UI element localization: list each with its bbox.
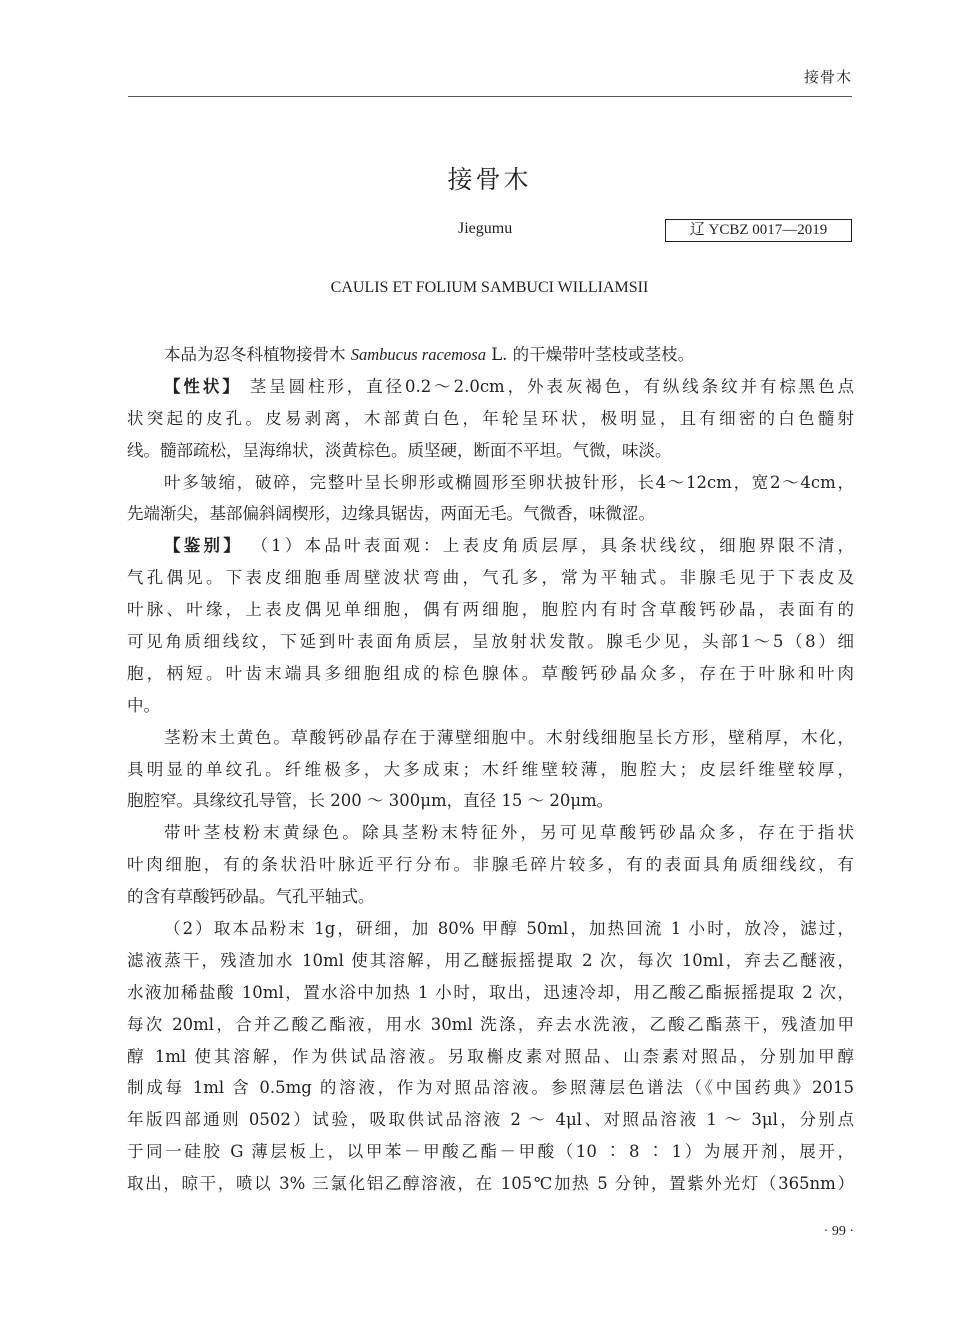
character-line: 线。髓部疏松，呈海绵状，淡黄棕色。质坚硬，断面不平坦。气微，味淡。 bbox=[127, 440, 672, 460]
stem-powder-line: 具明显的单纹孔。纤维极多，大多成束；木纤维壁较薄，胞腔大；皮层纤维壁较厚， bbox=[127, 759, 854, 779]
identification-line: 可见角质细线纹，下延到叶表面角质层，呈放射状发散。腺毛少见，头部1～5（8）细 bbox=[127, 632, 854, 652]
leafy-stem-powder-line: 带叶茎枝粉末黄绿色。除具茎粉末特征外，另可见草酸钙砂晶众多，存在于指状 bbox=[164, 823, 854, 843]
tlc-line: 制成每 1ml 含 0.5mg 的溶液，作为对照品溶液。参照薄层色谱法（《中国药典》2015 bbox=[127, 1078, 854, 1098]
stem-powder-line: 胞腔窄。具缘纹孔导管，长 200 ～ 300μm，直径 15 ～ 20μm。 bbox=[127, 791, 614, 811]
leaf-line: 叶多皱缩，破碎，完整叶呈长卵形或椭圆形至卵状披针形，长4～12cm，宽2～4cm， bbox=[164, 472, 854, 492]
tlc-line: 滤液蒸干，残渣加水 10ml 使其溶解，用乙醚振摇提取 2 次，每次 10ml，弃去乙醚液， bbox=[127, 950, 854, 970]
tlc-line: 取出，晾干，喷以 3% 三氯化铝乙醇溶液，在 105℃加热 5 分钟，置紫外光灯（365nm） bbox=[127, 1174, 854, 1194]
identification-line: 【鉴别】 （1）本品叶表面观：上表皮角质层厚，具条状线纹，细胞界限不清， bbox=[164, 536, 854, 556]
tlc-line: 水液加稀盐酸 10ml，置水浴中加热 1 小时，取出，迅速冷却，用乙酸乙酯振摇提取 2 次， bbox=[127, 982, 854, 1002]
tlc-line: 每次 20ml，合并乙酸乙酯液，用水 30ml 洗涤，弃去水洗液，乙酸乙酯蒸干，残渣加甲 bbox=[127, 1014, 854, 1034]
running-title: 接骨木 bbox=[803, 68, 852, 86]
leaf-line: 先端渐尖，基部偏斜阔楔形，边缘具锯齿，两面无毛。气微香，味微涩。 bbox=[127, 504, 655, 524]
pinyin-name: Jiegumu bbox=[458, 220, 513, 237]
leafy-stem-powder-line: 的含有草酸钙砂晶。气孔平轴式。 bbox=[127, 887, 375, 907]
stem-powder-line: 茎粉末土黄色。草酸钙砂晶存在于薄壁细胞中。木射线细胞呈长方形，壁稍厚，木化， bbox=[164, 727, 854, 747]
identification-line: 胞，柄短。叶齿末端具多细胞组成的棕色腺体。草酸钙砂晶众多，存在于叶脉和叶肉 bbox=[127, 663, 854, 683]
page-number: · 99 · bbox=[823, 1224, 854, 1239]
latin-name: CAULIS ET FOLIUM SAMBUCI WILLIAMSII bbox=[330, 279, 649, 296]
identification-label: 【鉴别】 bbox=[164, 536, 243, 556]
tlc-line: 于同一硅胶 G 薄层板上，以甲苯－甲酸乙酯－甲酸（10 ∶ 8 ∶ 1）为展开剂，展开， bbox=[127, 1142, 854, 1162]
tlc-line: 醇 1ml 使其溶解，作为供试品溶液。另取槲皮素对照品、山柰素对照品，分别加甲醇 bbox=[127, 1046, 854, 1066]
page-title: 接骨木 bbox=[447, 165, 532, 194]
identification-line: 气孔偶见。下表皮细胞垂周壁波状弯曲，气孔多，常为平轴式。非腺毛见于下表皮及 bbox=[127, 568, 854, 588]
identification-line: 叶脉、叶缘，上表皮偶见单细胞，偶有两细胞，胞腔内有时含草酸钙砂晶，表面有的 bbox=[127, 600, 854, 620]
tlc-line: （2）取本品粉末 1g，研细，加 80% 甲醇 50ml，加热回流 1 小时，放冷，滤过， bbox=[164, 919, 854, 939]
character-line: 【性状】 茎呈圆柱形，直径0.2～2.0cm，外表灰褐色，有纵线条纹并有棕黑色点 bbox=[164, 376, 854, 396]
identification-line: 中。 bbox=[127, 695, 160, 715]
standard-code-box: 辽 YCBZ 0017—2019 bbox=[665, 219, 852, 242]
monograph-body bbox=[127, 339, 854, 1200]
running-header bbox=[128, 66, 852, 97]
intro-paragraph: 本品为忍冬科植物接骨木 Sambucus racemosa L. 的干燥带叶茎枝或茎枝。 bbox=[164, 345, 695, 364]
tlc-line: 年版四部通则 0502）试验，吸取供试品溶液 2 ～ 4μl、对照品溶液 1 ～ 3μl，分别点 bbox=[127, 1110, 854, 1130]
species-name: Sambucus racemosa bbox=[350, 345, 486, 364]
leafy-stem-powder-line: 叶肉细胞，有的条状沿叶脉近平行分布。非腺毛碎片较多，有的表面具角质细线纹，有 bbox=[127, 855, 854, 875]
character-label: 【性状】 bbox=[164, 376, 242, 396]
character-line: 状突起的皮孔。皮易剥离，木部黄白色，年轮呈环状，极明显，且有细密的白色髓射 bbox=[127, 408, 854, 428]
